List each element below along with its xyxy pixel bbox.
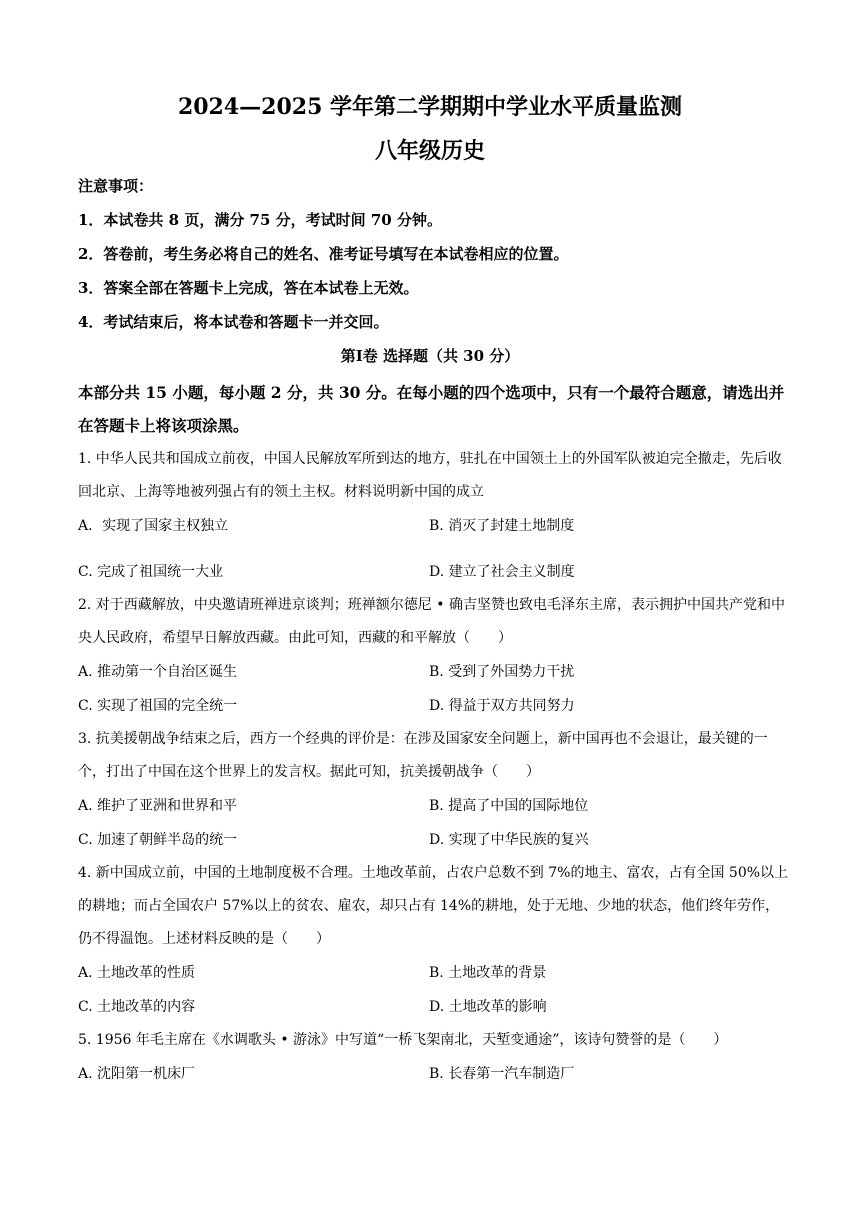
exam-subtitle: 八年级历史 [374,138,485,164]
options [78,509,790,589]
section-intro: 本部分共 15 小题，每小题 2 分，共 30 分。在每小题的四个选项中，只有一个最符合题意，请选出并在答题卡上将该项涂黑。 [78,383,785,435]
question-stem: 2. 对于西藏解放，中央邀请班禅进京谈判；班禅额尔德尼 • 确吉坚赞也致电毛泽东主席，表示拥护中国共产党和中央人民政府，希望早日解放西藏。由此可知，西藏的和平解放（ ） [78,597,785,646]
option-d: D. 实现了中华民族的复兴 [429,832,589,848]
options [78,789,790,857]
option-a: A. 维护了亚洲和世界和平 [78,798,238,814]
option-a: A. 土地改革的性质 [78,965,196,981]
notes-heading: 注意事项： [78,177,154,195]
question-stem: 3. 抗美援朝战争结束之后，西方一个经典的评价是：在涉及国家安全问题上，新中国再也不会退让，最关键的一个，打出了中国在这个世界上的发言权。据此可知，抗美援朝战争（ ） [78,731,768,780]
question-list [78,443,790,1091]
question-4 [78,857,790,1024]
option-c: C. 加速了朝鲜半岛的统一 [78,832,238,848]
option-d: D. 建立了社会主义制度 [429,564,575,580]
notes-block [78,176,790,346]
note-item: 1．本试卷共 8 页，满分 75 分，考试时间 70 分钟。 [78,211,442,229]
question-2 [78,589,790,723]
option-a: A. 推动第一个自治区诞生 [78,664,238,680]
option-b: B. 长春第一汽车制造厂 [429,1066,575,1082]
options [78,956,790,1024]
question-stem: 4. 新中国成立前，中国的土地制度极不合理。土地改革前，占农户总数不到 7%的地主、富农，占有全国 50%以上的耕地；而占全国农户 57%以上的贫农、雇农，却只占有 14%的耕地，处于无地、少地的状态，他们终年劳作，仍不得温饱。上述材料反映的是（ ） [78,865,789,947]
question-3 [78,723,790,857]
note-item: 2．答卷前，考生务必将自己的姓名、准考证号填写在本试卷相应的位置。 [78,245,569,263]
option-c: C. 土地改革的内容 [78,999,196,1015]
note-item: 4．考试结束后，将本试卷和答题卡一并交回。 [78,313,389,331]
option-a: A. 沈阳第一机床厂 [78,1066,196,1082]
option-b: B. 消灭了封建土地制度 [429,518,575,534]
section-title: 第Ⅰ卷 选择题（共 30 分） [340,347,520,365]
option-d: D. 得益于双方共同努力 [429,698,575,714]
option-a: A．实现了国家主权独立 [78,518,229,534]
option-c: C. 完成了祖国统一大业 [78,564,224,580]
question-5 [78,1024,790,1091]
option-b: B. 受到了外国势力干扰 [429,664,575,680]
options [78,655,790,723]
question-stem: 5. 1956 年毛主席在《水调歌头 • 游泳》中写道“一桥飞架南北，天堑变通途”，该诗句赞誉的是（ ） [78,1032,728,1048]
option-d: D. 土地改革的影响 [429,999,547,1015]
note-item: 3．答案全部在答题卡上完成，答在本试卷上无效。 [78,279,419,297]
option-c: C. 实现了祖国的完全统一 [78,698,238,714]
option-b: B. 提高了中国的国际地位 [429,798,589,814]
question-stem: 1. 中华人民共和国成立前夜，中国人民解放军所到达的地方，驻扎在中国领土上的外国军队被迫完全撤走，先后收回北京、上海等地被列强占有的领土主权。材料说明新中国的成立 [78,451,782,500]
option-b: B. 土地改革的背景 [429,965,547,981]
question-1 [78,443,790,589]
exam-title: 2024—2025 学年第二学期期中学业水平质量监测 [177,94,683,120]
options [78,1057,790,1091]
